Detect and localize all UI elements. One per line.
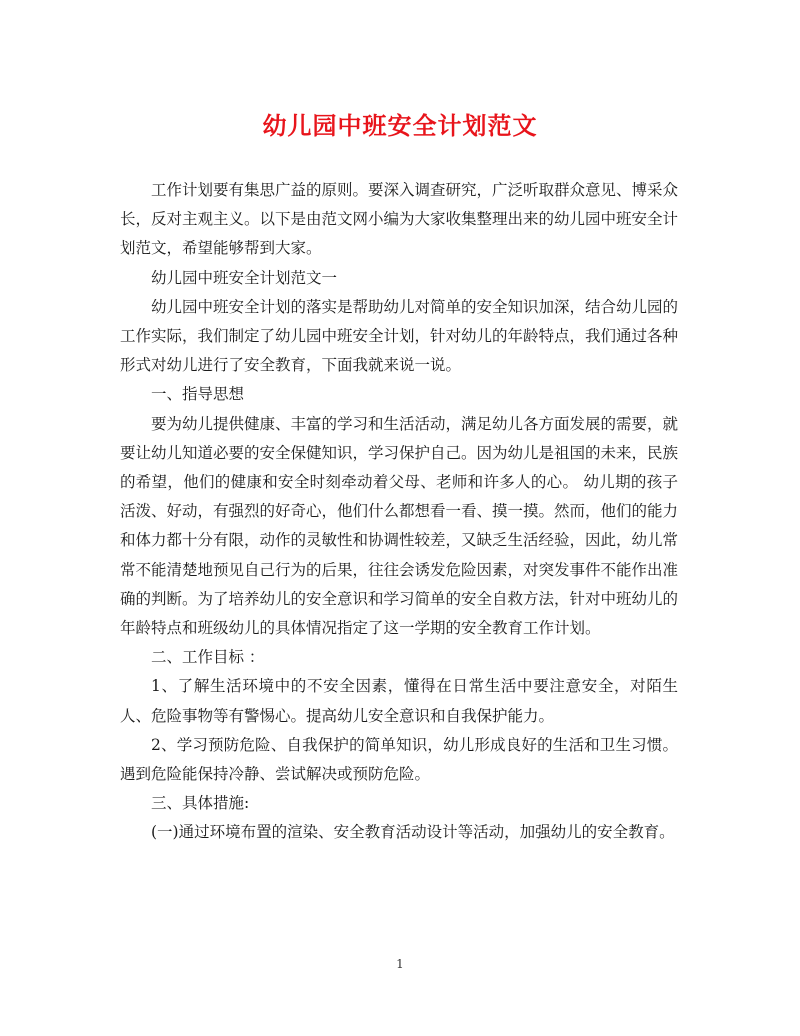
document-body bbox=[120, 176, 678, 848]
intro-paragraph: 工作计划要有集思广益的原则。要深入调查研究，广泛听取群众意见、博采众长，反对主观主义。以下是由范文网小编为大家收集整理出来的幼儿园中班安全计划范文，希望能够帮到大家。 bbox=[120, 181, 679, 258]
section-heading: 三、具体措施: bbox=[151, 794, 250, 813]
section-heading: 二、工作目标 ： bbox=[151, 648, 265, 667]
list-item: 1、了解生活环境中的不安全因素，懂得在日常生活中要注意安全，对陌生人、危险事物等有警惕心。提高幼儿安全意识和自我保护能力。 bbox=[120, 677, 678, 725]
document-title: 幼儿园中班安全计划范文 bbox=[262, 111, 538, 140]
list-item: (一)通过环境布置的渲染、安全教育活动设计等活动，加强幼儿的安全教育。 bbox=[151, 823, 675, 842]
list-item: 2、学习预防危险、自我保护的简单知识，幼儿形成良好的生活和卫生习惯。遇到危险能保持冷静、尝试解决或预防危险。 bbox=[120, 735, 678, 784]
body-paragraph: 要为幼儿提供健康、丰富的学习和生活活动，满足幼儿各方面发展的需要，就要让幼儿知道必要的安全保健知识，学习保护自己。因为幼儿是祖国的未来，民族的希望，他们的健康和安全时刻牵动着父母、老师和许多人的心。 幼儿期的孩子活泼、好动，有强烈的好奇心，他们什么都想看一看、摸一摸。然而，他们的能力和体力都十分有限，动作的灵敏性和协调性较差，又缺乏生活经验，因此，幼儿常常不能清楚地预见自己行为的后果，往往会诱发危险因素，对突发事件不能作出准确的判断。为了培养幼儿的安全意识和学习简单的安全自救方法，针对中班幼儿的年龄特点和班级幼儿的具体情况指定了这一学期的安全教育工作计划。 bbox=[120, 414, 679, 638]
section-heading: 幼儿园中班安全计划范文一 bbox=[151, 268, 338, 287]
body-paragraph: 幼儿园中班安全计划的落实是帮助幼儿对简单的安全知识加深，结合幼儿园的工作实际，我们制定了幼儿园中班安全计划，针对幼儿的年龄特点，我们通过各种形式对幼儿进行了安全教育，下面我就来说一说。 bbox=[120, 297, 679, 375]
page-number: 1 bbox=[396, 957, 404, 971]
section-heading: 一、指导思想 bbox=[151, 385, 245, 404]
